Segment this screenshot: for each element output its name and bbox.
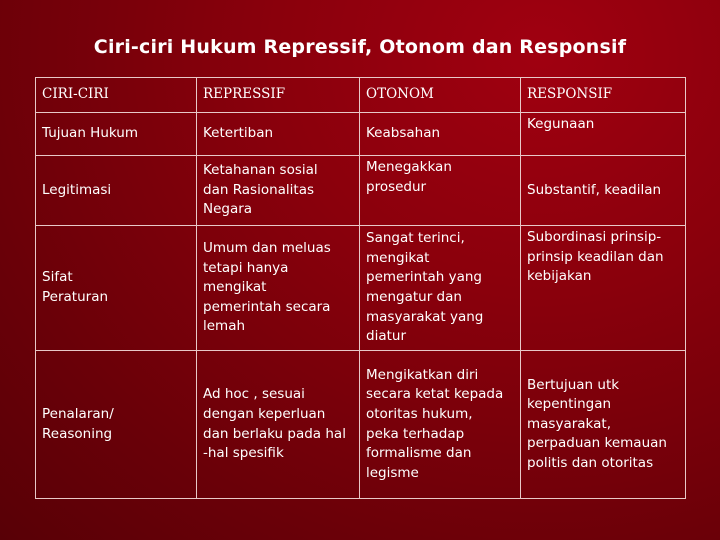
cell-responsif: Subordinasi prinsip- prinsip keadilan dan kebijakan	[521, 226, 686, 351]
header-otonom: OTONOM	[360, 78, 521, 113]
cell-repressif: Ketertiban	[197, 113, 360, 156]
cell-otonom: Menegakkan prosedur	[360, 156, 521, 226]
table-row-tujuan	[36, 113, 686, 156]
cell-responsif: Bertujuan utk kepentingan masyarakat, perpaduan kemauan politis dan otoritas	[521, 351, 686, 499]
cell-otonom: Keabsahan	[360, 113, 521, 156]
table-row-penalaran	[36, 351, 686, 499]
cell-ciri: Legitimasi	[36, 156, 197, 226]
cell-ciri: Penalaran/ Reasoning	[36, 351, 197, 499]
header-ciri: CIRI-CIRI	[36, 78, 197, 113]
cell-otonom: Mengikatkan diri secara ketat kepada otoritas hukum, peka terhadap formalisme dan legisme	[360, 351, 521, 499]
table-row-sifat	[36, 226, 686, 351]
cell-repressif: Ad hoc , sesuai dengan keperluan dan berlaku pada hal -hal spesifik	[197, 351, 360, 499]
table-header-row	[36, 78, 686, 113]
cell-responsif: Kegunaan	[521, 113, 686, 156]
cell-ciri: Tujuan Hukum	[36, 113, 197, 156]
cell-ciri: Sifat Peraturan	[36, 226, 197, 351]
cell-otonom: Sangat terinci, mengikat pemerintah yang mengatur dan masyarakat yang diatur	[360, 226, 521, 351]
cell-responsif: Substantif, keadilan	[521, 156, 686, 226]
cell-repressif: Umum dan meluas tetapi hanya mengikat pemerintah secara lemah	[197, 226, 360, 351]
header-repressif: REPRESSIF	[197, 78, 360, 113]
slide-title: Ciri-ciri Hukum Repressif, Otonom dan Responsif	[93, 36, 627, 58]
cell-repressif: Ketahanan sosial dan Rasionalitas Negara	[197, 156, 360, 226]
table-row-legitimasi	[36, 156, 686, 226]
header-responsif: RESPONSIF	[521, 78, 686, 113]
comparison-table	[35, 77, 686, 499]
